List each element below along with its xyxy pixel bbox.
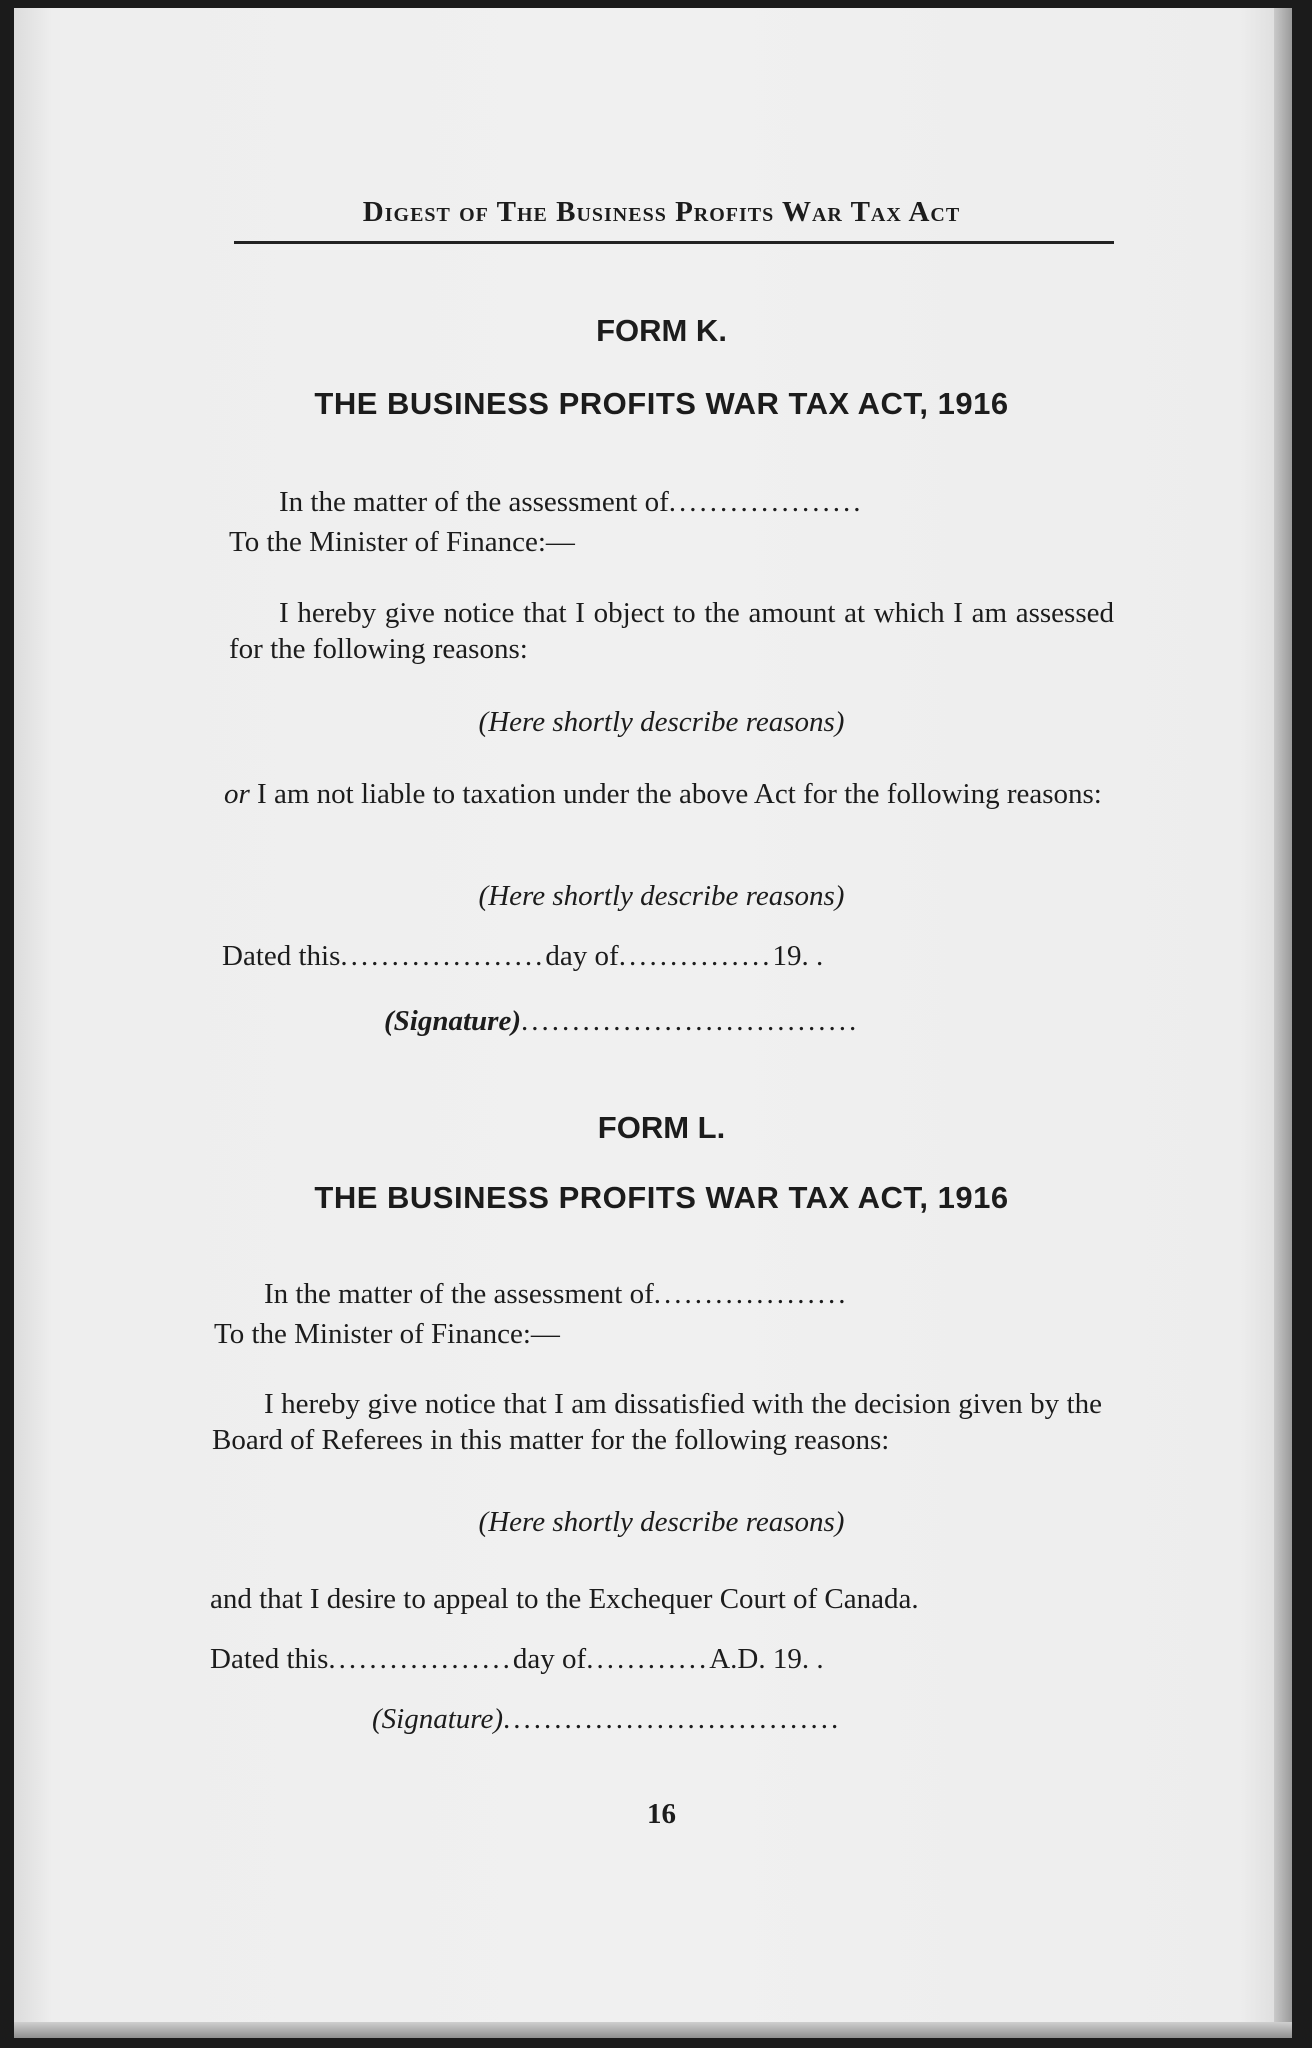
form-l-signature-label: (Signature): [372, 1703, 504, 1735]
form-k-year-label: 19. .: [772, 940, 824, 972]
form-l-addressee: To the Minister of Finance:—: [214, 1318, 560, 1350]
form-l-notice: I hereby give notice that I am dissatisfied with the decision given by the Board of Referees in this matter for the following reasons:: [212, 1388, 1102, 1456]
form-l-title: FORM L.: [597, 1110, 726, 1145]
form-k-dated-dots-2: ...............: [618, 940, 773, 972]
header-rule: [234, 241, 1114, 244]
form-k-matter-dots: ...................: [668, 486, 864, 518]
form-k-dated-line: [222, 940, 823, 973]
form-k-signature-line: [384, 1005, 859, 1038]
form-l-dated-line: [210, 1643, 824, 1676]
form-k-alternative: [224, 776, 1114, 812]
form-k-or-word: or: [224, 778, 250, 810]
form-k-dated-dots-1: ....................: [340, 940, 546, 972]
form-l-act-title: THE BUSINESS PROFITS WAR TAX ACT, 1916: [314, 1180, 1009, 1215]
form-k-describe-reasons-1: (Here shortly describe reasons): [478, 706, 845, 738]
form-k-signature-dots: .................................: [520, 1005, 860, 1037]
form-l-signature-line: [372, 1703, 841, 1736]
form-k-signature-label: (Signature): [384, 1005, 521, 1037]
form-k-dated-label: Dated this: [222, 940, 341, 972]
form-k-describe-reasons-2: (Here shortly describe reasons): [478, 880, 845, 912]
form-l-appeal: and that I desire to appeal to the Exchequer Court of Canada.: [210, 1583, 919, 1615]
form-k-matter-label: In the matter of the assessment of: [279, 486, 669, 518]
form-l-describe-reasons: (Here shortly describe reasons): [478, 1506, 845, 1538]
form-l-dated-dots-2: ............: [586, 1643, 710, 1675]
form-l-day-of-label: day of: [512, 1643, 587, 1675]
form-k-act-title: THE BUSINESS PROFITS WAR TAX ACT, 1916: [314, 386, 1009, 421]
document-page: [14, 8, 1292, 2038]
form-l-matter-dots: ...................: [653, 1278, 849, 1310]
form-k-notice: I hereby give notice that I object to the amount at which I am assessed for the following reasons:: [229, 597, 1114, 665]
form-k-day-of-label: day of: [545, 940, 619, 972]
page-number: 16: [647, 1798, 676, 1830]
form-l-year-label: A.D. 19. .: [709, 1643, 824, 1675]
form-k-matter-line: [279, 486, 864, 519]
form-l-matter-label: In the matter of the assessment of: [264, 1278, 654, 1310]
page-edge-right: [1274, 8, 1292, 2038]
page-edge-bottom: [14, 2022, 1292, 2038]
form-k-addressee: To the Minister of Finance:—: [229, 526, 575, 558]
form-k-alternative-text: I am not liable to taxation under the above Act for the following reasons:: [257, 778, 1102, 810]
form-l-dated-dots-1: ..................: [328, 1643, 513, 1675]
form-l-signature-dots: .................................: [503, 1703, 842, 1735]
form-l-matter-line: [264, 1278, 849, 1311]
running-head: Digest of The Business Profits War Tax Act: [362, 196, 961, 228]
form-l-dated-label: Dated this: [210, 1643, 329, 1675]
form-k-title: FORM K.: [596, 313, 727, 348]
